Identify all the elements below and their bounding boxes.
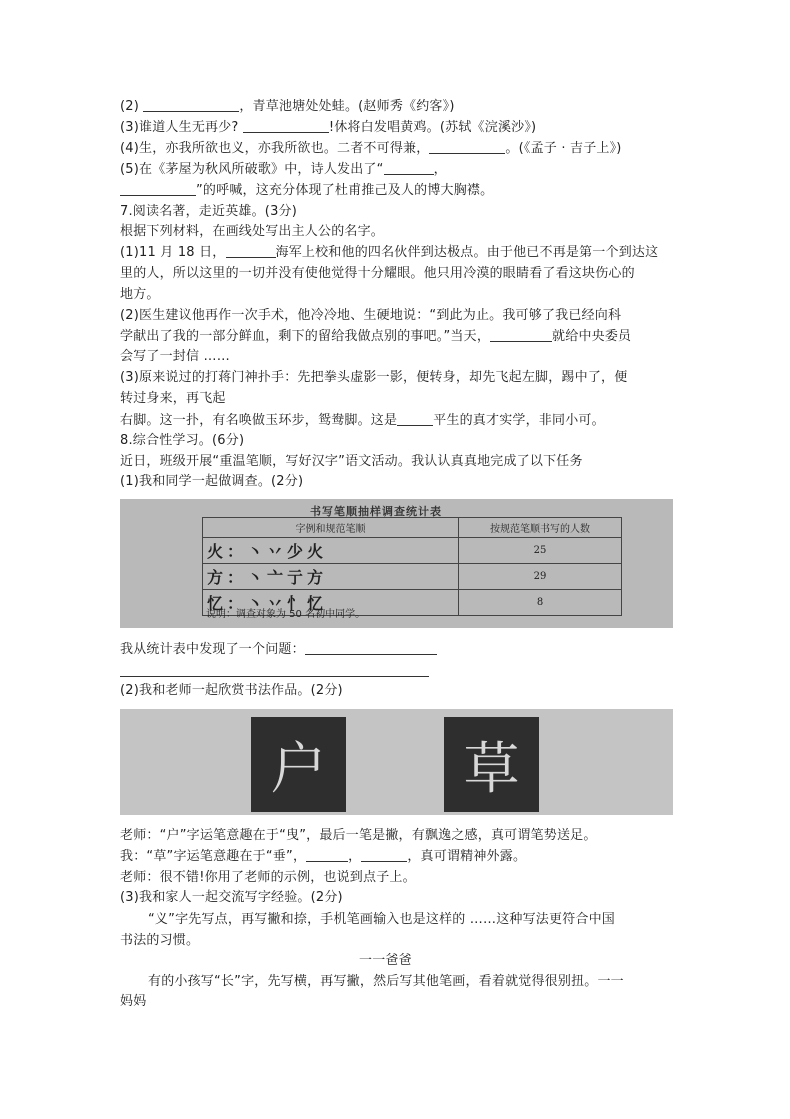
question-8-1: (1)我和同学一起做调查。(2分) xyxy=(120,474,304,489)
question-6-5-cont: ”的呼喊，这充分体现了杜甫推己及人的博大胸襟。 xyxy=(120,181,493,201)
calligraphy-cao: 草 xyxy=(444,717,539,812)
table-row: 火：丶丷少火 25 xyxy=(203,538,622,564)
answer-blank[interactable] xyxy=(384,160,434,175)
column-header: 按规范笔顺书写的人数 xyxy=(459,518,622,538)
question-8-2: (2)我和老师一起欣赏书法作品。(2分) xyxy=(120,683,343,698)
mom-quote: 有的小孩写“长”字，先写横，再写撇，然后写其他笔画，看着就觉得很别扭。一一 xyxy=(148,974,624,989)
answer-blank[interactable] xyxy=(120,181,196,196)
paragraph-line: 右脚。这一扑，有名唤做玉环步，鸳鸯脚。这是 平生的真才实学，非同小可。 xyxy=(120,413,605,428)
question-7-3: (3)原来说过的打蒋门神扑手：先把拳头虚影一影，便转身，却先飞起左脚，踢中了，便 xyxy=(120,370,628,385)
question-7-heading: 7.阅读名著，走近英雄。(3分) xyxy=(120,204,298,219)
question-8-intro: 近日，班级开展“重温笔顺，写好汉字”语文活动。我认认真真地完成了以下任务 xyxy=(120,454,583,469)
question-8-3: (3)我和家人一起交流写字经验。(2分) xyxy=(120,890,343,905)
survey-table-note: 说明：调查对象为 50 名初中同学。 xyxy=(206,609,366,620)
question-6-2: (2) ，青草池塘处处蛙。(赵师秀《约客》) xyxy=(120,99,455,114)
answer-blank[interactable] xyxy=(361,847,407,862)
paragraph-line: 会写了一封信 …… xyxy=(120,349,230,364)
question-7-instruction: 根据下列材料，在画线处写出主人公的名字。 xyxy=(120,224,385,239)
dad-signature: 一一爸爸 xyxy=(359,953,412,968)
teacher-line: 老师：“户”字运笔意趣在于“曳”，最后一笔是撇，有飘逸之感，真可谓笔势送足。 xyxy=(120,828,597,843)
calligraphy-photo xyxy=(120,709,673,815)
answer-blank[interactable] xyxy=(226,243,276,258)
answer-blank[interactable] xyxy=(143,97,239,112)
question-8-1-answer: 我从统计表中发现了一个问题： xyxy=(120,640,437,660)
column-header: 字例和规范笔顺 xyxy=(203,518,459,538)
answer-blank[interactable] xyxy=(243,118,329,133)
answer-blank[interactable] xyxy=(490,327,552,342)
paragraph-line: 学献出了我的一部分鲜血，剩下的留给我做点别的事吧。”当天， 就给中央委员 xyxy=(120,329,632,344)
survey-table-photo xyxy=(120,499,673,628)
answer-blank[interactable] xyxy=(429,139,505,154)
answer-blank[interactable] xyxy=(306,847,348,862)
paragraph-line: 转过身来，再飞起 xyxy=(120,391,226,406)
survey-table xyxy=(202,517,622,616)
paragraph-line: 里的人，所以这里的一切并没有使他觉得十分耀眼。他只用冷漠的眼睛看了看这块伤心的 xyxy=(120,266,635,281)
paragraph-line: 地方。 xyxy=(120,287,160,302)
survey-table-title: 书写笔顺抽样调查统计表 xyxy=(310,505,442,518)
calligraphy-hu: 户 xyxy=(251,717,346,812)
answer-blank[interactable] xyxy=(397,411,433,426)
question-7-2: (2)医生建议他再作一次手术，他冷冷地、生硬地说：“到此为止。我可够了我已经向科 xyxy=(120,308,622,323)
table-row: 忆：丶丷忄忆 8 xyxy=(203,590,622,616)
mom-signature: 妈妈 xyxy=(120,994,147,1009)
question-8-heading: 8.综合性学习。(6分) xyxy=(120,433,245,448)
question-6-3: (3)谁道人生无再少? !休将白发唱黄鸡。(苏轼《浣溪沙》) xyxy=(120,120,537,135)
answer-blank[interactable] xyxy=(305,640,437,655)
table-header-row xyxy=(203,518,622,538)
dad-quote: “义”字先写点，再写撇和捺，手机笔画输入也是这样的 ……这种写法更符合中国 xyxy=(148,912,616,927)
question-7-1: (1)11 月 18 日， 海军上校和他的四名伙伴到达极点。由于他已不再是第一个到达这 xyxy=(120,245,659,260)
dad-quote-cont: 书法的习惯。 xyxy=(120,933,200,948)
teacher-reply: 老师：很不错!你用了老师的示例，也说到点子上。 xyxy=(120,870,416,885)
student-line: 我：“草”字运笔意趣在于“垂”， ， ，真可谓精神外露。 xyxy=(120,849,527,864)
question-6-5: (5)在《茅屋为秋风所破歌》中，诗人发出了“ ， xyxy=(120,162,447,177)
answer-line[interactable] xyxy=(120,676,429,677)
question-6-4: (4)生，亦我所欲也义，亦我所欲也。二者不可得兼， 。(《孟子 · 吉子上》) xyxy=(120,141,622,156)
table-row: 方：丶亠亍方 29 xyxy=(203,564,622,590)
